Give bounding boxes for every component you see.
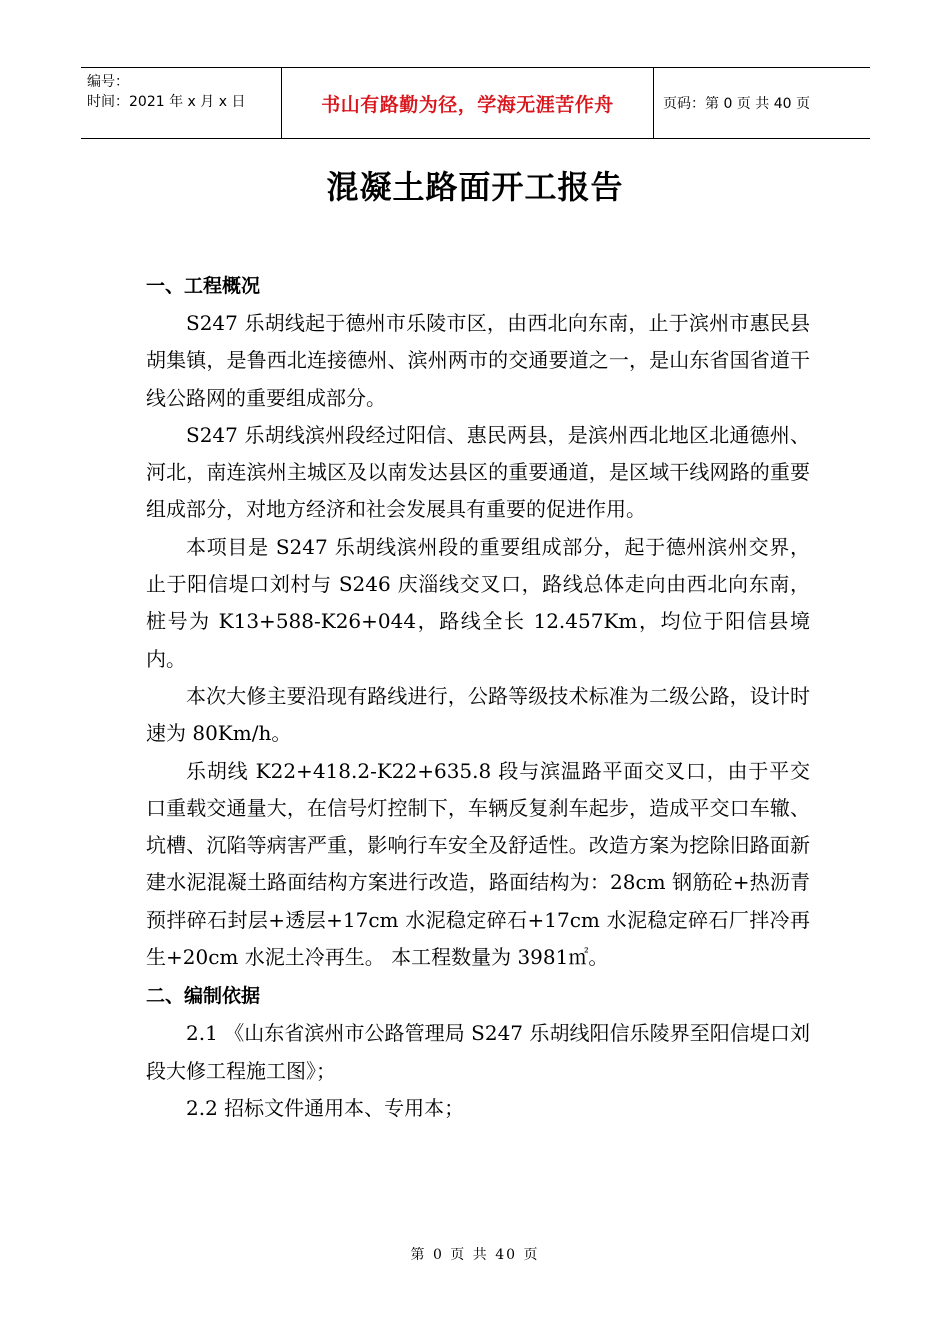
paragraph: 2.2 招标文件通用本、专用本； — [186, 1095, 465, 1120]
paragraph: S247 乐胡线滨州段经过阳信、惠民两县，是滨州西北地区北通德州、河北，南连滨州主城区及以南发达县区的重要通道，是区域干线网路的重要组成部分，对地方经济和社会发展具有重要的促进作用。 — [146, 422, 810, 522]
number-label: 编号： — [87, 74, 129, 90]
paragraph: 本次大修主要沿现有路线进行，公路等级技术标准为二级公路，设计时速为 80Km/h。 — [146, 683, 810, 746]
document-title: 混凝土路面开工报告 — [326, 168, 624, 206]
section-overview — [146, 268, 810, 976]
document-body — [146, 268, 810, 1127]
paragraph: 乐胡线 K22+418.2-K22+635.8 段与滨温路平面交叉口，由于平交口重载交通量大，在信号灯控制下，车辆反复刹车起步，造成平交口车辙、坑槽、沉陷等病害严重，影响行车安全及舒适性。改造方案为挖除旧路面新建水泥混凝土路面结构方案进行改造，路面结构为：28cm 钢筋砼+热沥青预拌碎石封层+透层+17cm 水泥稳定碎石+17cm 水泥稳定碎石厂拌冷再生+20cm 水泥土冷再生。 本工程数量为 3981㎡。 — [146, 758, 810, 970]
page-footer: 第 0 页 共 40 页 — [410, 1247, 540, 1263]
page-header — [81, 67, 870, 139]
header-page-info: 页码：第 0 页 共 40 页 — [663, 96, 810, 112]
paragraph: 2.1 《山东省滨州市公路管理局 S247 乐胡线阳信乐陵界至阳信堤口刘段大修工程施工图》； — [146, 1021, 810, 1083]
paragraph: 本项目是 S247 乐胡线滨州段的重要组成部分，起于德州滨州交界，止于阳信堤口刘村与 S246 庆淄线交叉口，路线总体走向由西北向东南，桩号为 K13+588-K26+044，路线全长 12.457Km，均位于阳信县境内。 — [146, 534, 810, 671]
section-heading: 一、工程概况 — [146, 275, 261, 297]
section-heading: 二、编制依据 — [146, 985, 261, 1008]
time-label: 时间：2021 年 x 月 x 日 — [87, 94, 246, 110]
header-meta-cell — [81, 68, 282, 138]
section-basis — [146, 978, 810, 1127]
header-motto: 书山有路勤为径，学海无涯苦作舟 — [282, 68, 654, 138]
paragraph: S247 乐胡线起于德州市乐陵市区，由西北向东南，止于滨州市惠民县胡集镇，是鲁西北连接德州、滨州两市的交通要道之一，是山东省国省道干线公路网的重要组成部分。 — [146, 311, 810, 410]
